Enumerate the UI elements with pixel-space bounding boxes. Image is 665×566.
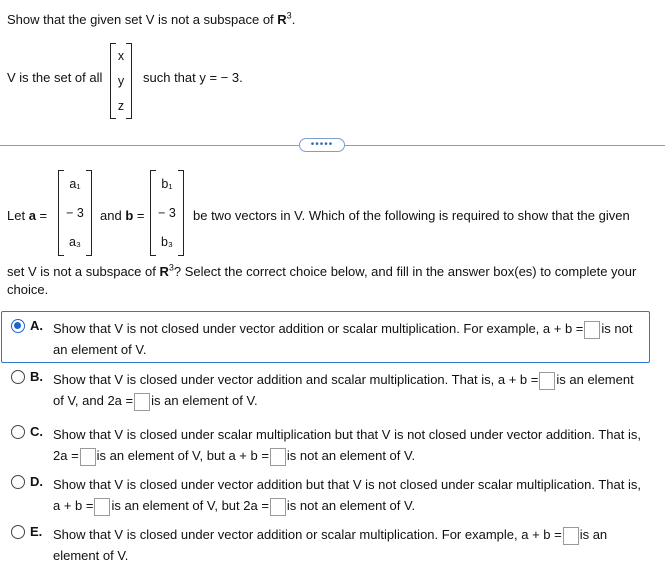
option-a-answer-box[interactable] <box>584 321 600 339</box>
vector-a-2: − 3 <box>66 205 84 220</box>
and-b-label: and b = <box>100 208 145 223</box>
option-b-answer-box-2[interactable] <box>134 393 150 411</box>
vector-b-1: b₁ <box>161 177 173 192</box>
vector-b-2: − 3 <box>158 205 176 220</box>
question-title: Show that the given set V is not a subspace of $R^3$. <box>7 10 296 27</box>
more-button[interactable]: ••••• <box>299 138 345 152</box>
option-d-answer-box-2[interactable] <box>270 498 286 516</box>
vector-z: z <box>117 99 125 114</box>
option-a-letter: A. <box>30 318 43 333</box>
option-b-letter: B. <box>30 369 43 384</box>
option-d-answer-box-1[interactable] <box>94 498 110 516</box>
option-b-radio[interactable] <box>11 370 25 384</box>
prompt-line-3: choice. <box>7 282 49 297</box>
option-e-radio[interactable] <box>11 525 25 539</box>
vector-y: y <box>117 73 125 88</box>
option-d-radio[interactable] <box>11 475 25 489</box>
option-a-radio[interactable] <box>11 319 25 333</box>
vector-a-1: a₁ <box>69 177 81 192</box>
vector-a <box>58 170 92 256</box>
option-a-text: Show that V is not closed under vector addition or scalar multiplication. For example, a + b = is not an element of V. <box>53 321 633 357</box>
vector-x: x <box>117 48 125 63</box>
option-c[interactable] <box>11 424 651 468</box>
option-d[interactable] <box>11 474 651 518</box>
option-e-answer-box[interactable] <box>563 527 579 545</box>
option-e-text: Show that V is closed under vector addition or scalar multiplication. For example, a + b = is an element of V. <box>53 527 608 563</box>
prompt-line-1: be two vectors in V. Which of the following is required to show that the given <box>193 208 630 223</box>
option-b[interactable] <box>11 369 651 413</box>
option-c-answer-box-2[interactable] <box>270 448 286 466</box>
option-a[interactable] <box>11 318 651 362</box>
v-definition-condition: such that y = − 3. <box>143 70 243 85</box>
option-c-answer-box-1[interactable] <box>80 448 96 466</box>
option-c-radio[interactable] <box>11 425 25 439</box>
vector-b-3: b₃ <box>160 234 174 249</box>
option-c-text: Show that V is closed under scalar multiplication but that V is not closed under vector addition. That is, 2a = is an element of V, but a + b = is not an element of V. <box>53 424 653 466</box>
option-d-text: Show that V is closed under vector addition but that V is not closed under scalar multiplication. That is, a + b = is an element of V, but 2a = is not an element of V. <box>53 474 653 516</box>
vector-a-3: a₃ <box>68 234 82 249</box>
v-definition-label: V is the set of all <box>7 70 103 85</box>
option-e-letter: E. <box>30 524 43 539</box>
let-a-label: Let a = <box>7 208 48 223</box>
option-e[interactable] <box>11 524 651 564</box>
vector-b <box>150 170 184 256</box>
vector-xyz <box>110 43 132 119</box>
option-d-letter: D. <box>30 474 43 489</box>
option-c-letter: C. <box>30 424 43 439</box>
option-b-answer-box-1[interactable] <box>539 372 555 390</box>
option-b-text: Show that V is closed under vector addition and scalar multiplication. That is, a + b = is an element of V, and 2a = is an element of V. <box>53 369 653 411</box>
prompt-line-2: set V is not a subspace of $R^3$? Select the correct choice below, and fill in the answer box(es) to complete your <box>7 262 637 279</box>
